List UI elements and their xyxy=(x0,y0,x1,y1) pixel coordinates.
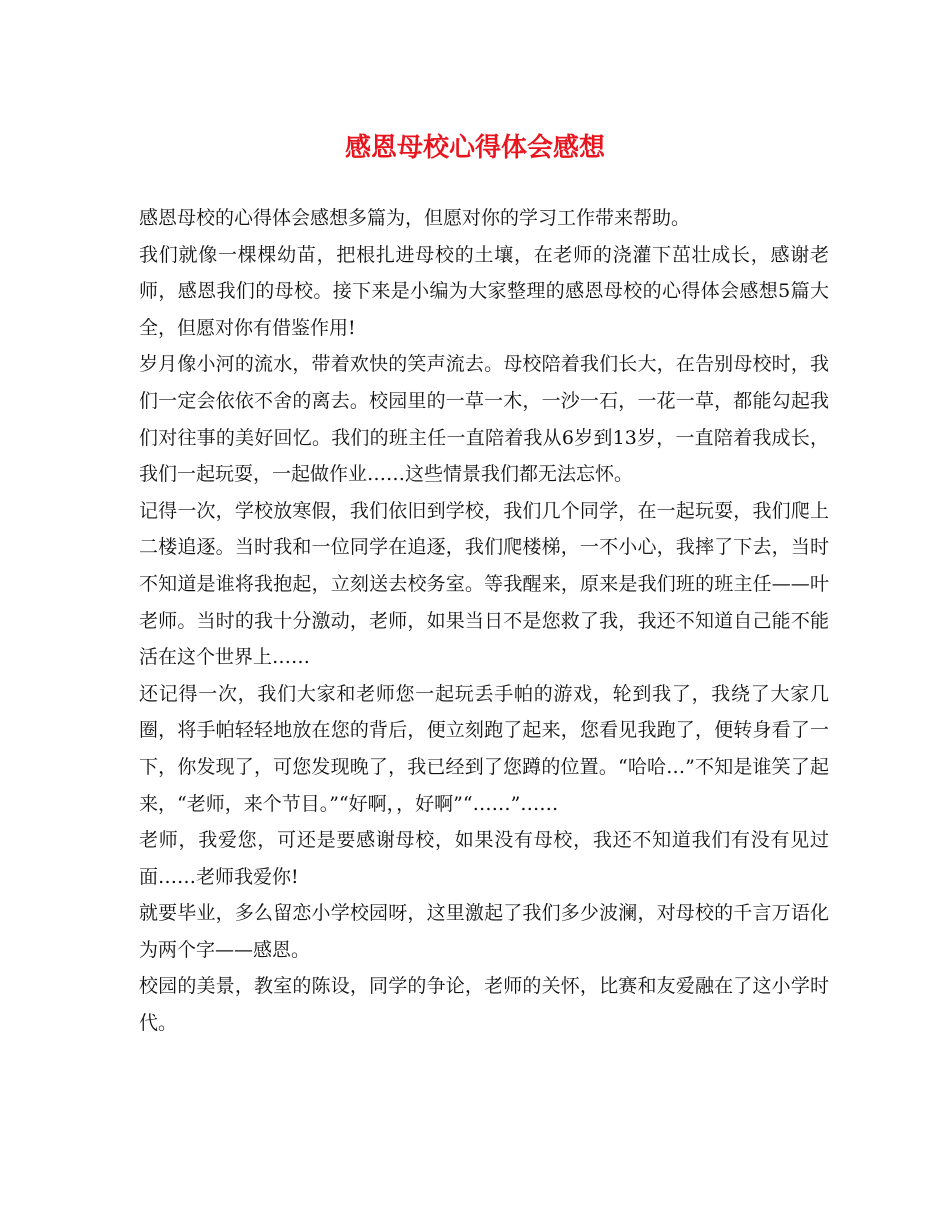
document-body xyxy=(139,200,829,1042)
paragraph-graduation: 就要毕业，多么留恋小学校园呀，这里激起了我们多少波澜，对母校的千言万语化为两个字——感恩。 xyxy=(139,902,829,961)
paragraph-intro: 感恩母校的心得体会感想多篇为，但愿对你的学习工作带来帮助。 xyxy=(139,207,691,229)
paragraph-river: 岁月像小河的流水，带着欢快的笑声流去。母校陪着我们长大，在告别母校时，我们一定会依依不舍的离去。校园里的一草一木，一沙一石，一花一草，都能勾起我们对往事的美好回忆。我们的班主任一直陪着我从6岁到13岁，一直陪着我成长，我们一起玩耍，一起做作业……这些情景我们都无法忘怀。 xyxy=(139,353,829,486)
paragraph-handkerchief-game: 还记得一次，我们大家和老师您一起玩丢手帕的游戏，轮到我了，我绕了大家几圈，将手帕轻轻地放在您的背后，便立刻跑了起来，您看见我跑了，便转身看了一下，你发现了，可您发现晚了，我已经到了您蹲的位置。“哈哈…”不知是谁笑了起来，“老师，来个节目。”“好啊，，好啊”“……”…… xyxy=(139,682,829,815)
paragraph-love-teacher: 老师，我爱您，可还是要感谢母校，如果没有母校，我还不知道我们有没有见过面……老师我爱你! xyxy=(139,829,829,888)
paragraph-campus: 校园的美景，教室的陈设，同学的争论，老师的关怀，比赛和友爱融在了这小学时代。 xyxy=(139,975,829,1035)
paragraph-seedlings: 我们就像一棵棵幼苗，把根扎进母校的土壤，在老师的浇灌下茁壮成长，感谢老师，感恩我们的母校。接下来是小编为大家整理的感恩母校的心得体会感想5篇大全，但愿对你有借鉴作用! xyxy=(139,243,829,339)
document-title: 感恩母校心得体会感想 xyxy=(344,133,605,163)
paragraph-winter-break: 记得一次，学校放寒假，我们依旧到学校，我们几个同学，在一起玩耍，我们爬上二楼追逐。当时我和一位同学在追逐，我们爬楼梯，一不小心，我摔了下去，当时不知道是谁将我抱起，立刻送去校务室。等我醒来，原来是我们班的班主任——叶老师。当时的我十分激动，老师，如果当日不是您救了我，我还不知道自己能不能活在这个世界上…… xyxy=(139,499,829,669)
